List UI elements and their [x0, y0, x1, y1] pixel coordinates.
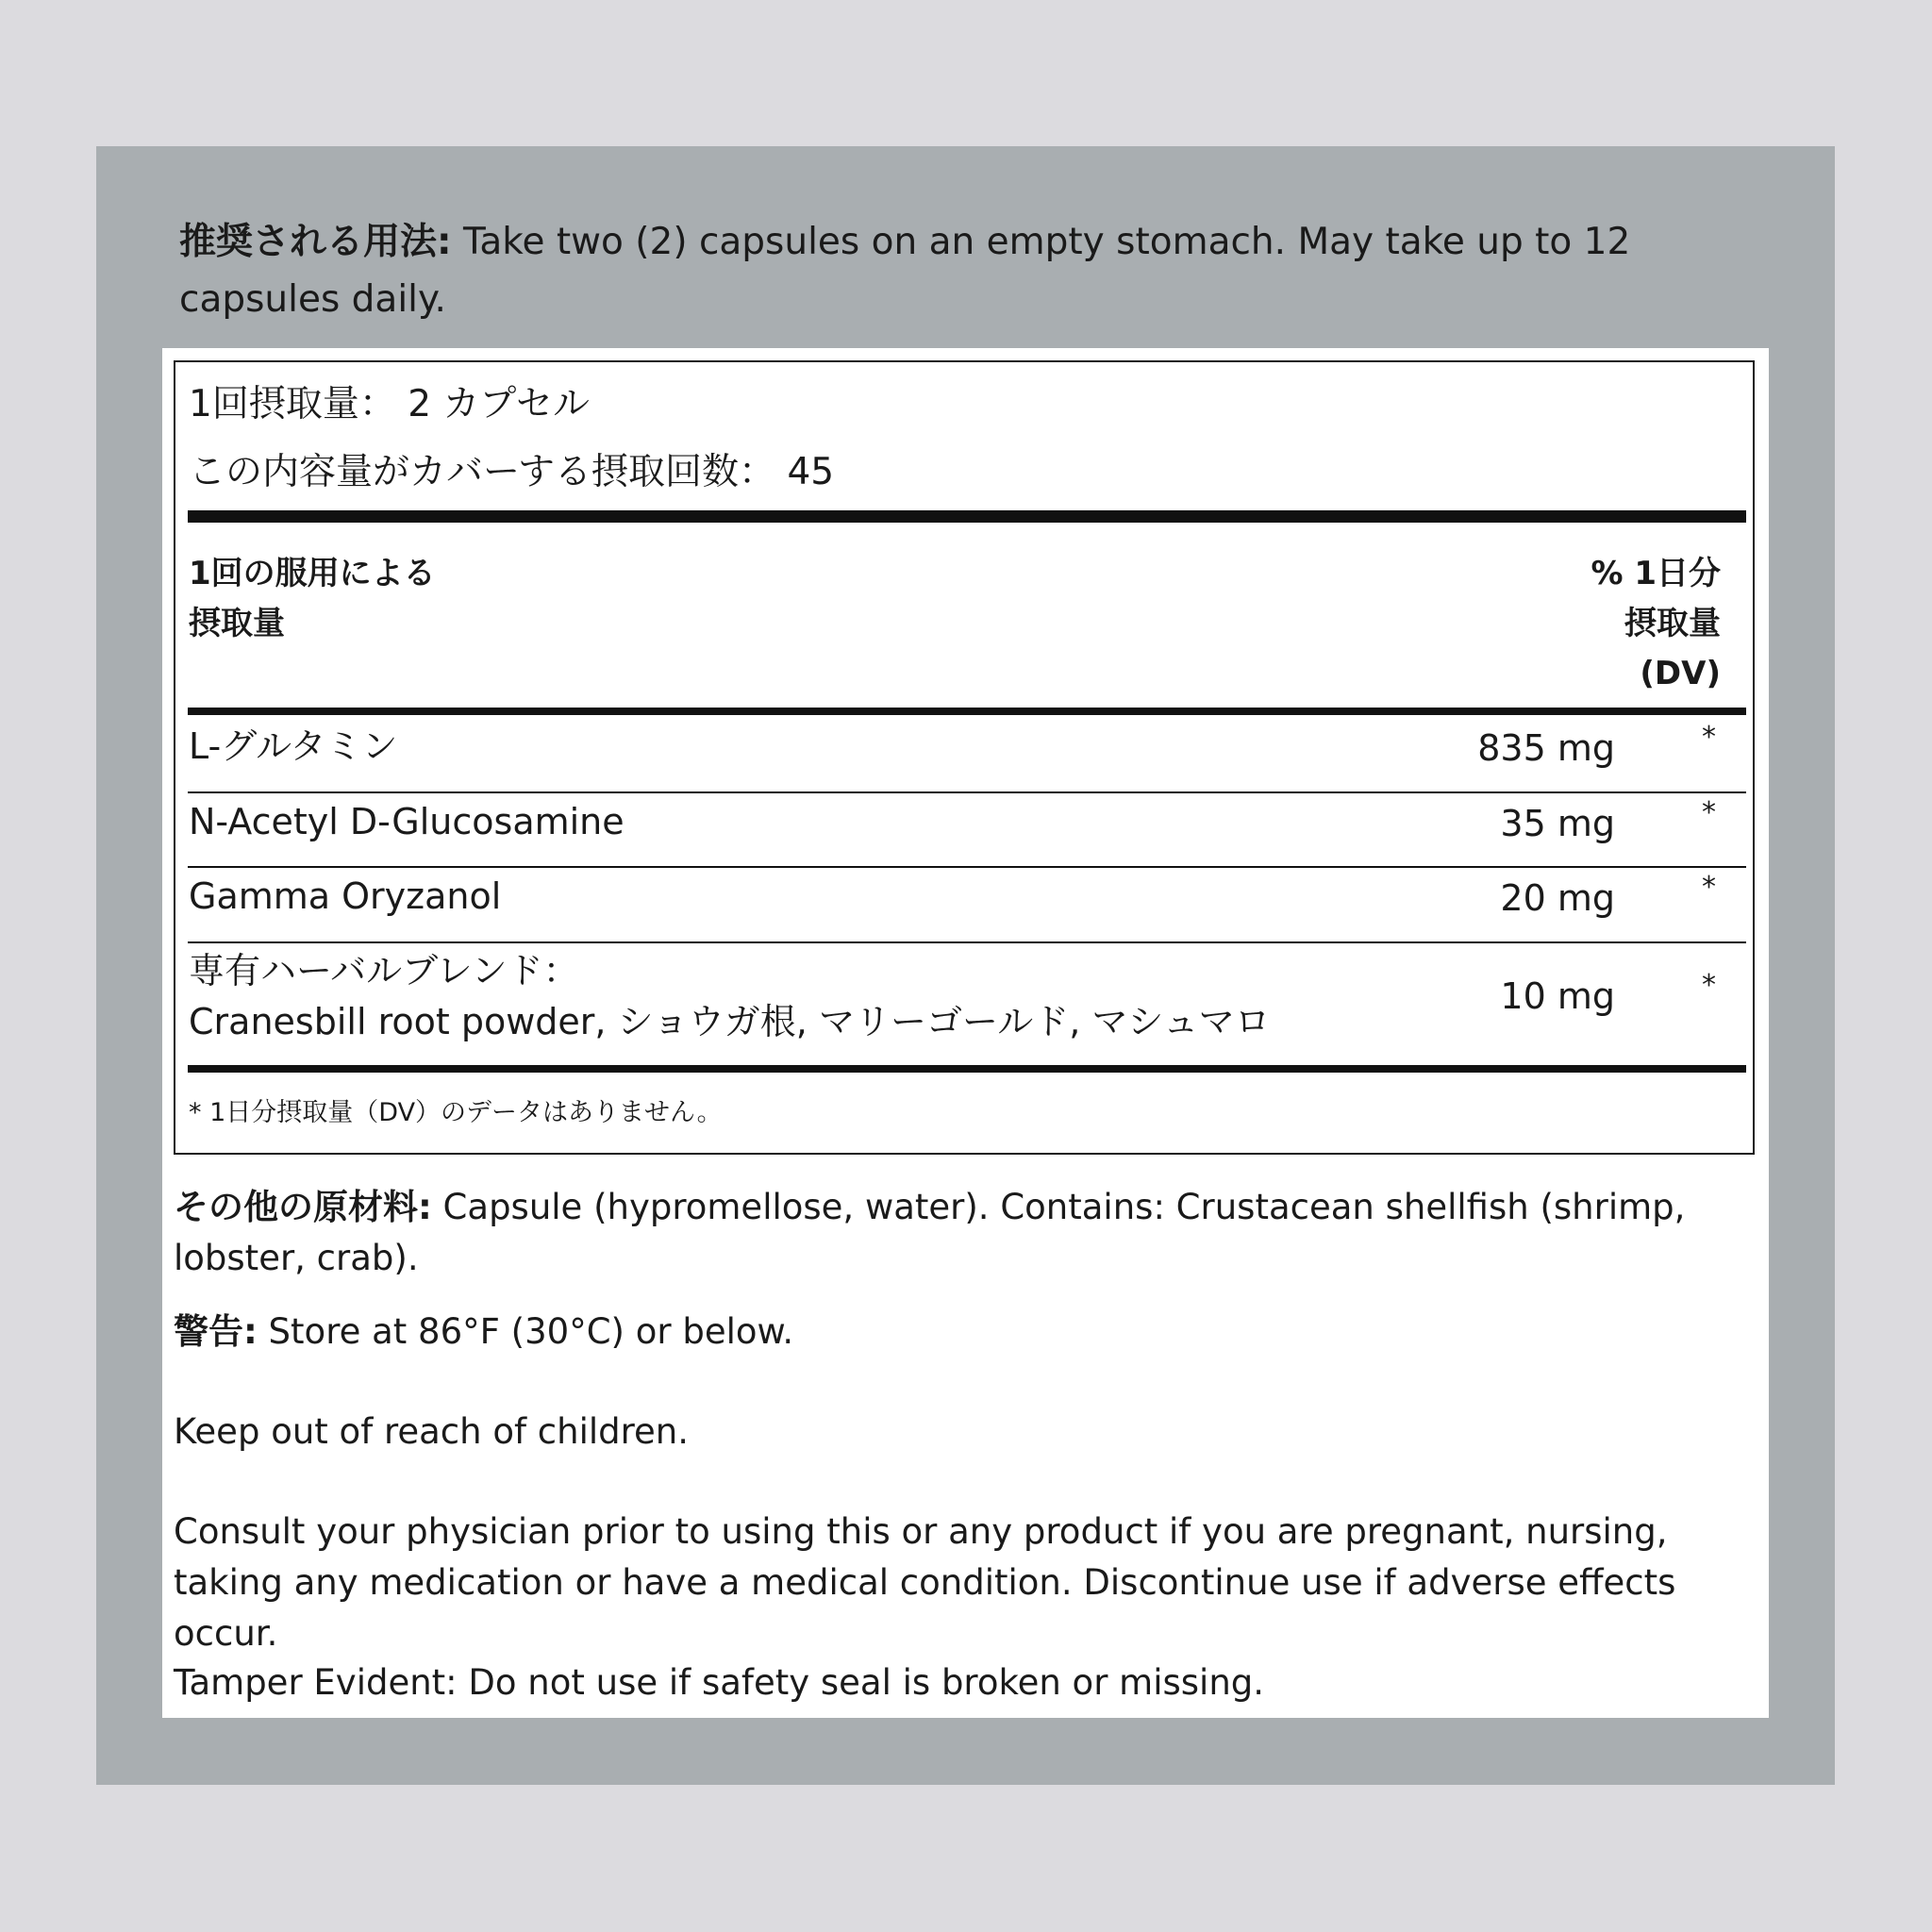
- daily-value-marker: *: [1702, 969, 1716, 1002]
- serving-size: 1回摂取量： 2 カプセル: [189, 383, 591, 425]
- daily-value-footnote: * 1日分摂取量（DV）のデータはありません。: [189, 1098, 723, 1127]
- daily-value-marker: *: [1702, 721, 1716, 754]
- tamper-evident: Tamper Evident: Do not use if safety seal is broken or missing.: [174, 1662, 1265, 1703]
- suggested-use-text: Take two (2) capsules on an empty stomach. May take up to 12 capsules daily.: [179, 221, 1631, 321]
- header-left-line-1: 1回の服用による: [189, 555, 436, 592]
- medium-divider: [188, 708, 1746, 715]
- warning-text: Store at 86°F (30°C) or below.: [257, 1311, 794, 1352]
- nutrient-row: [188, 794, 1746, 868]
- amount-per-serving-header: [189, 549, 436, 649]
- header-right-line-2: 摂取量: [1624, 605, 1721, 642]
- header-left-line-2: 摂取量: [189, 605, 285, 642]
- supplement-facts-panel: [174, 360, 1755, 1155]
- other-ingredients: [174, 1182, 1749, 1284]
- nutrient-amount: 10 mg: [1500, 975, 1615, 1017]
- row-divider: [188, 866, 1746, 868]
- keep-out-of-reach: Keep out of reach of children.: [174, 1411, 690, 1452]
- nutrient-name: 専有ハーバルブレンド：: [189, 950, 579, 991]
- suggested-use-label: 推奨される用法:: [179, 221, 452, 263]
- nutrient-row: [188, 943, 1746, 1049]
- warning: [174, 1307, 1749, 1357]
- nutrient-amount: 20 mg: [1500, 877, 1615, 919]
- daily-value-header: [1591, 549, 1721, 699]
- row-divider: [188, 791, 1746, 793]
- nutrient-name: N-Acetyl D-Glucosamine: [189, 801, 625, 842]
- blend-ingredients: Cranesbill root powder, ショウガ根, マリーゴールド, マシュマロ: [189, 1001, 1271, 1042]
- nutrient-name: Gamma Oryzanol: [189, 875, 502, 917]
- other-ingredients-text: Capsule (hypromellose, water). Contains: Crustacean shellfish (shrimp, lobster, crab).: [174, 1187, 1686, 1278]
- nutrient-name: L-グルタミン: [189, 725, 398, 767]
- other-ingredients-label: その他の原材料:: [174, 1187, 432, 1227]
- nutrient-row: [188, 869, 1746, 942]
- header-right-line-3: (DV): [1640, 655, 1721, 692]
- daily-value-marker: *: [1702, 871, 1716, 904]
- daily-value-marker: *: [1702, 796, 1716, 829]
- nutrient-amount: 835 mg: [1477, 727, 1615, 769]
- thick-divider: [188, 510, 1746, 523]
- medium-divider: [188, 1065, 1746, 1073]
- suggested-use: [179, 213, 1707, 328]
- nutrient-row: [188, 719, 1746, 774]
- header-right-line-1: % 1日分: [1591, 555, 1721, 592]
- consult-physician: Consult your physician prior to using this or any product if you are pregnant, nursing, taking any medication or have a medical condition. Discontinue use if adverse effects occur.: [174, 1511, 1676, 1654]
- servings-per-container: この内容量がカバーする摂取回数： 45: [189, 451, 835, 493]
- warning-label: 警告:: [174, 1311, 258, 1352]
- nutrient-amount: 35 mg: [1500, 803, 1615, 844]
